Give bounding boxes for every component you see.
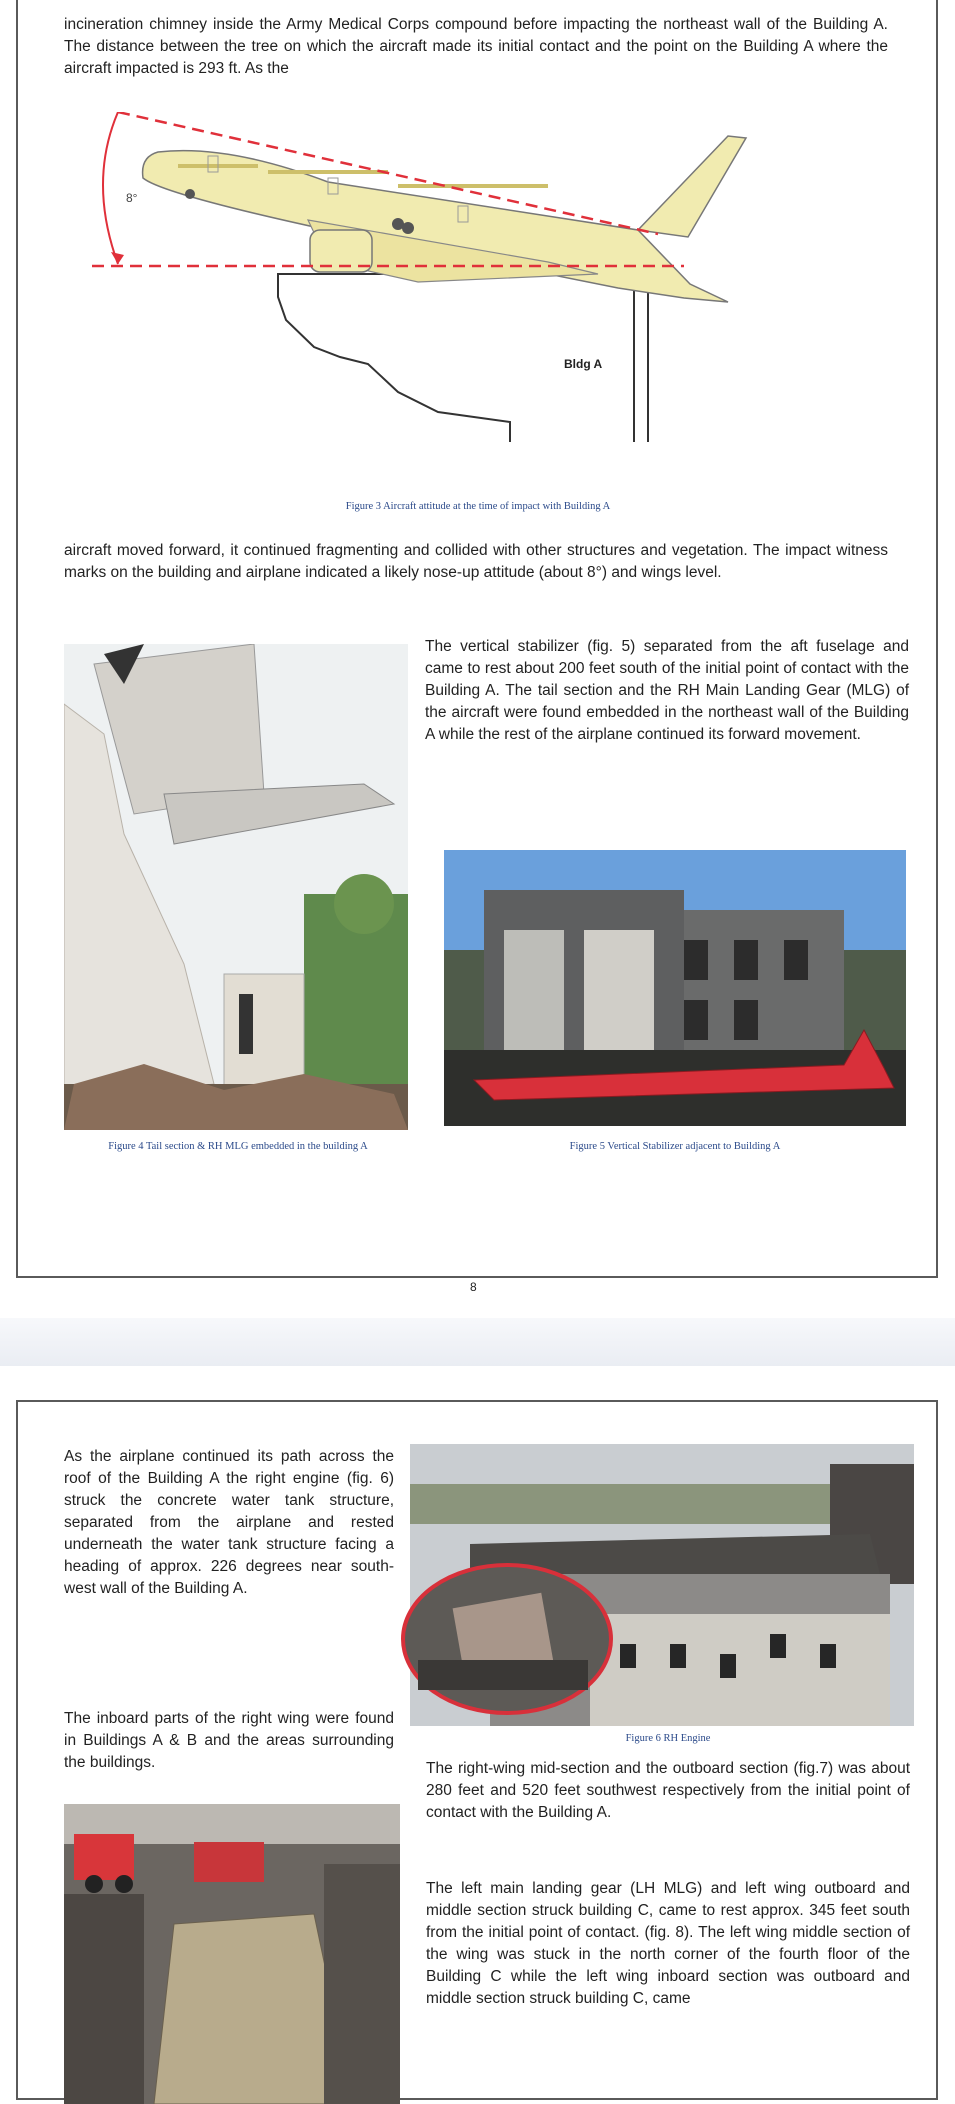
figure-4-caption: Figure 4 Tail section & RH MLG embedded in the building A [108, 1141, 368, 1152]
right-wing-paragraph: The right-wing mid-section and the outboard section (fig.7) was about 280 feet and 520 feet southwest respectively from the initial point of contact with the Building A. [426, 1760, 910, 1821]
figure-5-photo [444, 850, 906, 1126]
report-page-8 [16, 0, 938, 1278]
engine-paragraph: As the airplane continued its path across the roof of the Building A the right engine (fig. 6) struck the concrete water tank structure, separated from the airplane and rested underneath the water tank structure facing a heading of approx. 226 degrees near south-west wall of the Building A. [64, 1448, 394, 1597]
angle-label: 8° [126, 191, 138, 205]
building-label: Bldg A [564, 357, 603, 371]
figure-6-caption: Figure 6 RH Engine [625, 1733, 711, 1744]
intro-paragraph: incineration chimney inside the Army Medical Corps compound before impacting the northeast wall of the Building A. The distance between the tree on which the aircraft made its initial contact and the point on the Building A where the aircraft impacted is 293 ft. As the [64, 16, 888, 77]
report-page-9 [16, 1400, 938, 2100]
figure-5-caption: Figure 5 Vertical Stabilizer adjacent to Building A [569, 1141, 781, 1152]
figure-3-caption: Figure 3 Aircraft attitude at the time of impact with Building A [345, 501, 611, 512]
engine-closeup-inset [398, 1560, 616, 1718]
stabilizer-paragraph: The vertical stabilizer (fig. 5) separated from the aft fuselage and came to rest about 200 feet south of the initial point of contact with the Building A. The tail section and the RH Main Landing Gear (MLG) of the aircraft were found embedded in the northeast wall of the Building A while the rest of the airplane continued its forward movement. [425, 638, 909, 743]
page-gap [0, 1318, 955, 1366]
page-number: 8 [470, 1280, 477, 1294]
inboard-wing-paragraph: The inboard parts of the right wing were found in Buildings A & B and the areas surrounding the buildings. [64, 1710, 394, 1771]
left-mlg-paragraph: The left main landing gear (LH MLG) and left wing outboard and middle section struck building C, came to rest approx. 345 feet south from the initial point of contact. (fig. 8). The left wing middle section of the wing was stuck in the north corner of the fourth floor of the Building C while the left wing inboard section was outboard and middle section struck building C, came [426, 1880, 910, 2007]
angle-arc [103, 112, 118, 264]
tail-fin [638, 136, 746, 237]
figure-7-photo [64, 1804, 400, 2104]
figure-4-photo [64, 644, 408, 1130]
aircraft-attitude-diagram [78, 112, 898, 442]
attitude-paragraph: aircraft moved forward, it continued fragmenting and collided with other structures and vegetation. The impact witness marks on the building and airplane indicated a likely nose-up attitude (about 8°) and wings level. [64, 542, 888, 581]
